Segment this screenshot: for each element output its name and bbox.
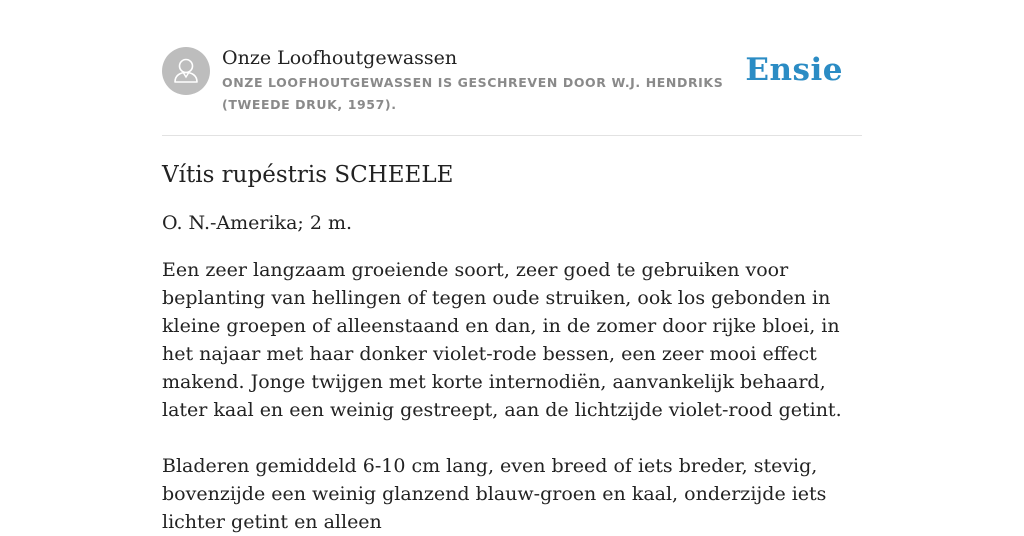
entry-paragraph: Bladeren gemiddeld 6-10 cm lang, even breed of iets breder, stevig, bovenzijde een weinig glanzend blauw-groen en kaal, onderzijde iets lichter getint en alleen — [162, 455, 827, 533]
publication-header — [162, 46, 862, 136]
publication-description: ONZE LOOFHOUTGEWASSEN IS GESCHREVEN DOOR W.J. HENDRIKS (TWEEDE DRUK, 1957). — [222, 75, 724, 112]
ensie-logo[interactable]: Ensie — [745, 52, 843, 88]
header-divider — [162, 135, 862, 136]
entry-origin: O. N.-Amerika; 2 m. — [162, 212, 353, 234]
entry-content — [162, 158, 862, 536]
avatar[interactable] — [162, 47, 210, 95]
publication-title[interactable]: Onze Loofhoutgewassen — [222, 47, 458, 69]
entry-title: Vítis rupéstris SCHEELE — [162, 162, 454, 188]
user-icon — [162, 47, 210, 95]
entry-paragraph: Een zeer langzaam groeiende soort, zeer goed te gebruiken voor beplanting van hellingen of tegen oude struiken, ook los gebonden in kleine groepen of alleenstaand en dan, in de zomer door rijke bloei, in het najaar met haar donker violet-rode bessen, een zeer mooi effect makend. Jonge twijgen met korte internodiën, aanvankelijk behaard, later kaal en een weinig gestreept, aan de lichtzijde violet-rood getint. — [162, 259, 842, 421]
